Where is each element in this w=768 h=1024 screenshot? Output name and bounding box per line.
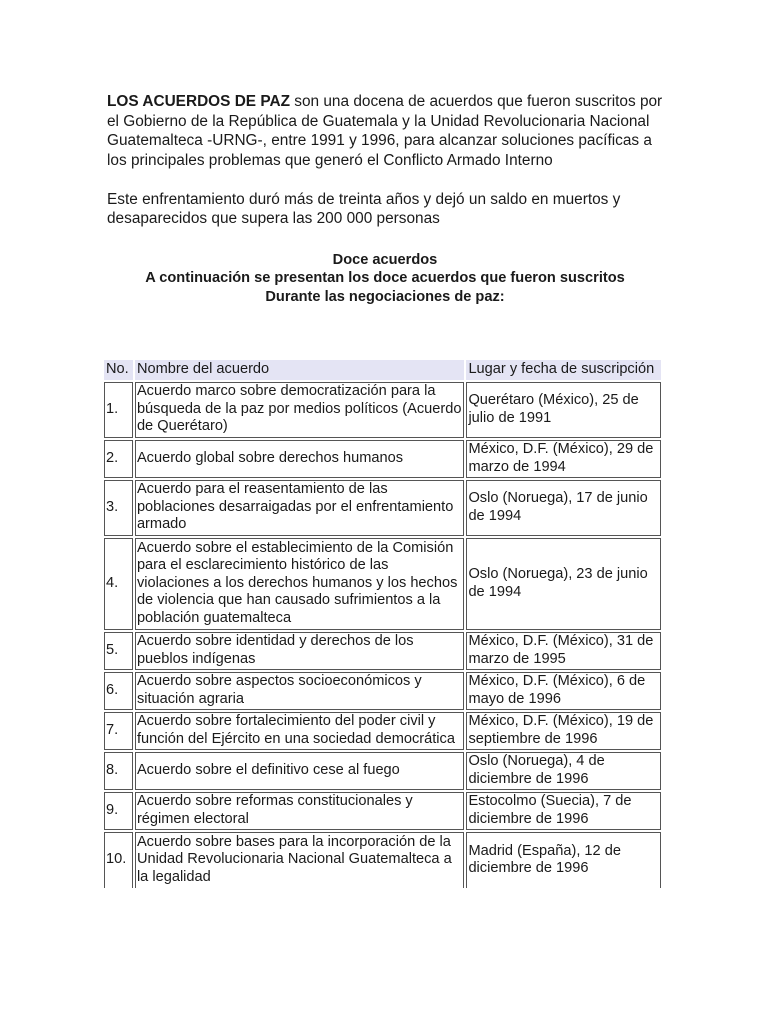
cell-name: Acuerdo sobre el establecimiento de la Comisión para el esclarecimiento histórico de las violaciones a los derechos humanos y los hechos de violencia que han causado sufrimientos a la población guatemalteca bbox=[135, 538, 465, 630]
cell-no: 2. bbox=[104, 440, 133, 478]
table-row bbox=[104, 792, 661, 830]
cell-no: 5. bbox=[104, 632, 133, 670]
table-row bbox=[104, 712, 661, 750]
table-row bbox=[104, 538, 661, 630]
column-header-no: No. bbox=[104, 360, 133, 380]
cell-no: 9. bbox=[104, 792, 133, 830]
cell-name: Acuerdo sobre reformas constitucionales y régimen electoral bbox=[135, 792, 465, 830]
table-row bbox=[104, 480, 661, 536]
cell-name: Acuerdo sobre el definitivo cese al fuego bbox=[135, 752, 465, 790]
cell-place-date: Oslo (Noruega), 4 de diciembre de 1996 bbox=[466, 752, 661, 790]
intro-paragraph-2: Este enfrentamiento duró más de treinta años y dejó un saldo en muertos y desaparecidos que supera las 200 000 personas bbox=[107, 190, 621, 227]
cell-no: 10. bbox=[104, 832, 133, 888]
table-row bbox=[104, 832, 661, 888]
intro-paragraph-1-text: son una docena de acuerdos que fueron suscritos por el Gobierno de la República de Guatemala y la Unidad Revolucionaria Nacional Guatemalteca -URNG-, entre 1991 y 1996, para alcanzar soluciones pacíficas a los principales problemas que generó el Conflicto Armado Interno bbox=[107, 93, 663, 169]
cell-place-date: Oslo (Noruega), 23 de junio de 1994 bbox=[466, 538, 661, 630]
cell-place-date: México, D.F. (México), 6 de mayo de 1996 bbox=[466, 672, 661, 710]
cell-name: Acuerdo sobre bases para la incorporación de la Unidad Revolucionaria Nacional Guatemalteca a la legalidad bbox=[135, 832, 465, 888]
cell-name: Acuerdo sobre fortalecimiento del poder civil y función del Ejército en una sociedad democrática bbox=[135, 712, 465, 750]
table-row bbox=[104, 632, 661, 670]
cell-place-date: México, D.F. (México), 19 de septiembre de 1996 bbox=[466, 712, 661, 750]
cell-place-date: Querétaro (México), 25 de julio de 1991 bbox=[466, 382, 661, 438]
heading-title: Doce acuerdos bbox=[332, 252, 438, 268]
cell-name: Acuerdo marco sobre democratización para la búsqueda de la paz por medios políticos (Acuerdo de Querétaro) bbox=[135, 382, 465, 438]
table-row bbox=[104, 382, 661, 438]
cell-no: 6. bbox=[104, 672, 133, 710]
intro-bold-lead: LOS ACUERDOS DE PAZ bbox=[107, 93, 290, 110]
cell-place-date: México, D.F. (México), 29 de marzo de 1994 bbox=[466, 440, 661, 478]
cell-name: Acuerdo para el reasentamiento de las poblaciones desarraigadas por el enfrentamiento armado bbox=[135, 480, 465, 536]
column-header-place-date: Lugar y fecha de suscripción bbox=[466, 360, 661, 380]
cell-no: 4. bbox=[104, 538, 133, 630]
cell-place-date: Estocolmo (Suecia), 7 de diciembre de 1996 bbox=[466, 792, 661, 830]
table-row bbox=[104, 440, 661, 478]
intro-section bbox=[107, 92, 667, 229]
cell-no: 1. bbox=[104, 382, 133, 438]
table-header-row bbox=[104, 360, 661, 380]
cell-no: 8. bbox=[104, 752, 133, 790]
table-row bbox=[104, 672, 661, 710]
cell-no: 3. bbox=[104, 480, 133, 536]
intro-paragraph-1 bbox=[107, 92, 667, 170]
column-header-name: Nombre del acuerdo bbox=[135, 360, 465, 380]
section-heading bbox=[100, 251, 670, 306]
cell-place-date: Madrid (España), 12 de diciembre de 1996 bbox=[466, 832, 661, 888]
table-row bbox=[104, 752, 661, 790]
cell-place-date: Oslo (Noruega), 17 de junio de 1994 bbox=[466, 480, 661, 536]
cell-name: Acuerdo sobre aspectos socioeconómicos y situación agraria bbox=[135, 672, 465, 710]
cell-place-date: México, D.F. (México), 31 de marzo de 1995 bbox=[466, 632, 661, 670]
peace-accords-table bbox=[102, 358, 663, 890]
heading-subtitle-1: A continuación se presentan los doce acuerdos que fueron suscritos bbox=[145, 270, 625, 287]
cell-name: Acuerdo global sobre derechos humanos bbox=[135, 440, 465, 478]
cell-no: 7. bbox=[104, 712, 133, 750]
heading-subtitle-2: Durante las negociaciones de paz: bbox=[265, 288, 505, 305]
cell-name: Acuerdo sobre identidad y derechos de los pueblos indígenas bbox=[135, 632, 465, 670]
